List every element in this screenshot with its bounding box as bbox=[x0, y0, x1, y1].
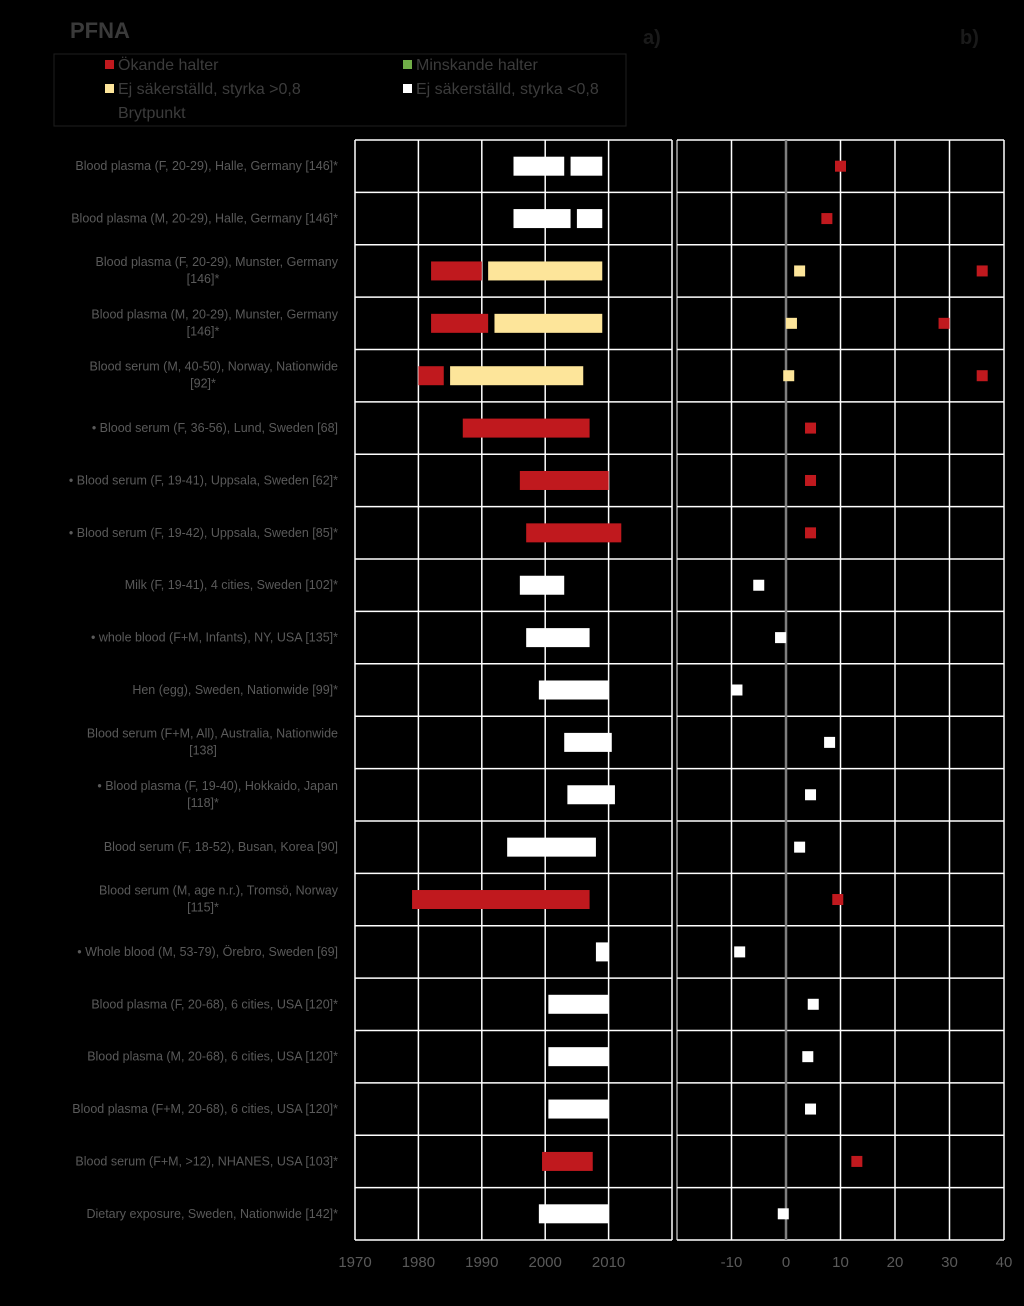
panel-b-tick-label: 30 bbox=[941, 1254, 958, 1271]
panel-b-tick-label: 40 bbox=[995, 1254, 1013, 1271]
period-bar bbox=[514, 157, 565, 176]
panel-b-tick-label: -10 bbox=[720, 1254, 743, 1271]
row-label: Blood serum (F+M, >12), NHANES, USA [103]* bbox=[75, 1154, 338, 1169]
change-marker bbox=[805, 475, 816, 486]
row-label: [138] bbox=[189, 743, 217, 758]
row-label: [115]* bbox=[187, 900, 219, 915]
legend-swatch bbox=[105, 108, 114, 117]
row-label: Hen (egg), Sweden, Nationwide [99]* bbox=[132, 683, 338, 697]
panel-a-label: a) bbox=[643, 27, 661, 49]
period-bar bbox=[571, 157, 603, 176]
change-marker bbox=[753, 580, 764, 591]
row-label: Milk (F, 19-41), 4 cities, Sweden [102]* bbox=[124, 578, 338, 593]
period-bar bbox=[542, 1152, 593, 1171]
row-label: • Whole blood (M, 53-79), Örebro, Sweden [69] bbox=[77, 944, 338, 959]
row-label: Blood plasma (F+M, 20-68), 6 cities, USA [120]* bbox=[72, 1102, 338, 1117]
period-bar bbox=[539, 1204, 609, 1223]
change-marker bbox=[805, 789, 816, 800]
panel-a-tick-label: 1970 bbox=[338, 1254, 372, 1271]
change-marker bbox=[821, 213, 832, 224]
change-marker bbox=[778, 1208, 789, 1219]
row-label: Blood plasma (F, 20-68), 6 cities, USA [120]* bbox=[91, 997, 338, 1012]
period-bar bbox=[431, 314, 488, 333]
period-bar bbox=[494, 314, 602, 333]
change-marker bbox=[786, 318, 797, 329]
legend-label: Ej säkerställd, styrka >0,8 bbox=[118, 81, 301, 98]
panel-a-tick-label: 2010 bbox=[591, 1254, 626, 1271]
period-bar bbox=[526, 628, 589, 647]
change-marker bbox=[802, 1051, 813, 1062]
change-marker bbox=[731, 685, 742, 696]
row-label: Blood serum (F+M, All), Australia, Nationwide bbox=[86, 726, 338, 741]
change-marker bbox=[783, 370, 794, 381]
change-marker bbox=[734, 946, 745, 957]
row-label: Blood plasma (M, 20-29), Halle, Germany [146]* bbox=[71, 211, 338, 226]
row-label: Blood serum (M, 40-50), Norway, Nationwide bbox=[89, 359, 338, 374]
panel-a-tick-label: 1990 bbox=[465, 1254, 499, 1271]
period-bar bbox=[463, 419, 590, 438]
panel-a-tick-label: 1980 bbox=[401, 1254, 436, 1271]
period-bar bbox=[520, 471, 609, 490]
period-bar bbox=[431, 261, 482, 280]
row-label: Dietary exposure, Sweden, Nationwide [142]* bbox=[86, 1206, 338, 1221]
change-marker bbox=[805, 1104, 816, 1115]
chart-title: PFNA bbox=[70, 18, 130, 43]
panel-b-tick-label: 20 bbox=[886, 1254, 904, 1271]
panel-b-tick-label: 0 bbox=[781, 1254, 791, 1271]
change-marker bbox=[794, 265, 805, 276]
change-marker bbox=[775, 632, 786, 643]
row-label: Blood plasma (M, 20-29), Munster, Germany bbox=[91, 307, 338, 322]
row-label: • Blood plasma (F, 19-40), Hokkaido, Japan bbox=[97, 778, 338, 793]
period-bar bbox=[520, 576, 564, 595]
change-marker bbox=[832, 894, 843, 905]
legend-swatch bbox=[403, 60, 412, 69]
change-marker bbox=[824, 737, 835, 748]
legend-label: Brytpunkt bbox=[118, 105, 186, 122]
period-bar bbox=[548, 995, 608, 1014]
change-marker bbox=[851, 1156, 862, 1167]
period-bar bbox=[488, 261, 602, 280]
change-marker bbox=[977, 370, 988, 381]
change-marker bbox=[805, 423, 816, 434]
period-bar bbox=[412, 890, 590, 909]
period-bar bbox=[507, 838, 596, 857]
period-bar bbox=[514, 209, 571, 228]
panel-b-tick-label: 10 bbox=[832, 1254, 849, 1271]
period-bar bbox=[526, 523, 621, 542]
row-label: • Blood serum (F, 19-41), Uppsala, Sweden [62]* bbox=[68, 473, 338, 488]
row-label: • Blood serum (F, 19-42), Uppsala, Sweden [85]* bbox=[68, 525, 338, 540]
legend-label: Ökande halter bbox=[118, 57, 219, 74]
legend-label: Ej säkerställd, styrka <0,8 bbox=[416, 81, 599, 98]
row-label: Blood serum (F, 18-52), Busan, Korea [90] bbox=[103, 840, 338, 855]
period-bar bbox=[548, 1100, 608, 1119]
period-bar bbox=[539, 681, 609, 700]
row-label: [92]* bbox=[190, 376, 216, 391]
row-label: [146]* bbox=[186, 324, 220, 339]
change-marker bbox=[835, 161, 846, 172]
legend-swatch bbox=[105, 84, 114, 93]
change-marker bbox=[977, 265, 988, 276]
row-label: Blood plasma (M, 20-68), 6 cities, USA [120]* bbox=[87, 1049, 338, 1064]
row-label: [146]* bbox=[186, 271, 220, 286]
change-marker bbox=[808, 999, 819, 1010]
period-bar bbox=[564, 733, 612, 752]
period-bar bbox=[548, 1047, 608, 1066]
legend-label: Minskande halter bbox=[416, 57, 538, 74]
panel-b-label: b) bbox=[960, 27, 979, 49]
row-label: • Blood serum (F, 36-56), Lund, Sweden [68] bbox=[91, 421, 338, 436]
row-label: Blood plasma (F, 20-29), Halle, Germany [146]* bbox=[75, 159, 338, 174]
change-marker bbox=[805, 527, 816, 538]
period-bar bbox=[418, 366, 443, 385]
panel-a-tick-label: 2000 bbox=[528, 1254, 562, 1271]
period-bar bbox=[450, 366, 583, 385]
period-bar bbox=[567, 785, 615, 804]
period-bar bbox=[577, 209, 602, 228]
row-label: • whole blood (F+M, Infants), NY, USA [135]* bbox=[91, 630, 338, 645]
row-label: Blood plasma (F, 20-29), Munster, Germany bbox=[95, 254, 338, 269]
row-label: [118]* bbox=[187, 795, 219, 810]
change-marker bbox=[939, 318, 950, 329]
row-label: Blood serum (M, age n.r.), Tromsö, Norway bbox=[99, 883, 338, 898]
period-bar bbox=[596, 942, 609, 961]
change-marker bbox=[794, 842, 805, 853]
legend-swatch bbox=[105, 60, 114, 69]
legend-swatch bbox=[403, 84, 412, 93]
